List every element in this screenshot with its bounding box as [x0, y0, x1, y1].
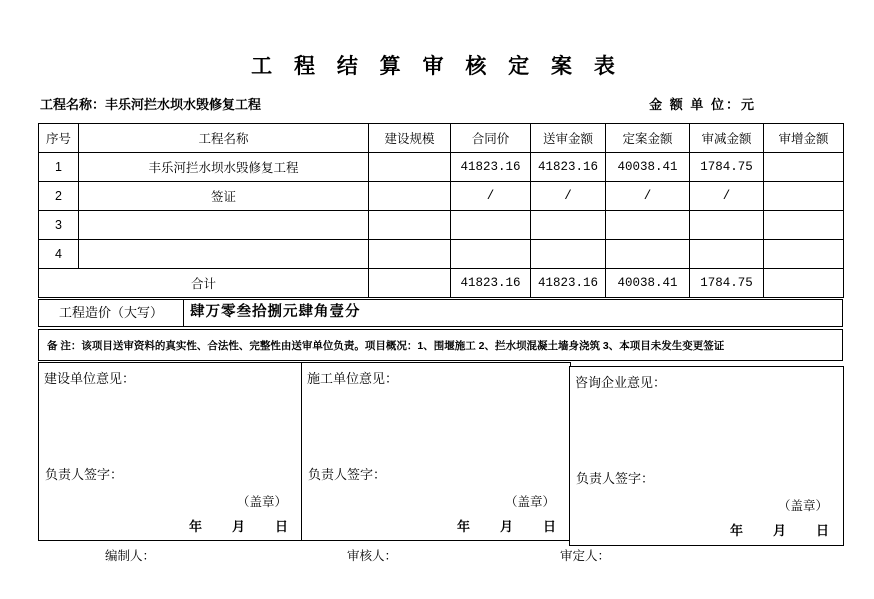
col-header-project-name: 工程名称	[79, 124, 369, 153]
opinion-title: 施工单位意见：	[307, 371, 399, 386]
opinion-box-construction-unit	[38, 362, 303, 541]
cell-no: 4	[39, 240, 79, 269]
opinion-box-contractor-unit	[301, 362, 571, 541]
document-subheader	[40, 94, 756, 113]
cell-submitted-amount: /	[531, 182, 606, 211]
approver-label: 审定人：	[560, 549, 611, 563]
year-label: 年	[729, 523, 743, 538]
total-row	[39, 269, 844, 298]
seal-label: （盖章）	[504, 495, 555, 509]
page-title: 工 程 结 算 审 核 定 案 表	[251, 55, 623, 78]
col-header-submitted-amount: 送审金额	[531, 124, 606, 153]
cell-reduced-amount: 1784.75	[690, 153, 764, 182]
cell-submitted-amount: 41823.16	[531, 153, 606, 182]
total-scale	[369, 269, 451, 298]
cell-contract-price: 41823.16	[451, 153, 531, 182]
cell-finalized-amount	[606, 240, 690, 269]
signer-label: 负责人签字：	[308, 467, 387, 482]
cost-in-words-row	[38, 299, 843, 327]
col-header-increased-amount: 审增金额	[764, 124, 844, 153]
cell-scale	[369, 182, 451, 211]
cell-submitted-amount	[531, 240, 606, 269]
opinions-section	[38, 362, 843, 548]
preparer-label: 编制人：	[105, 549, 156, 563]
seal-label: （盖章）	[777, 499, 828, 513]
table-row	[39, 182, 844, 211]
total-finalized-amount: 40038.41	[606, 269, 690, 298]
reviewer-label: 审核人：	[347, 549, 398, 563]
cell-no: 2	[39, 182, 79, 211]
seal-label: （盖章）	[236, 495, 287, 509]
month-label: 月	[231, 519, 245, 534]
total-reduced-amount: 1784.75	[690, 269, 764, 298]
remarks-row	[38, 329, 843, 361]
date-labels	[189, 516, 288, 535]
cell-finalized-amount: 40038.41	[606, 153, 690, 182]
cell-increased-amount	[764, 153, 844, 182]
col-header-finalized-amount: 定案金额	[606, 124, 690, 153]
table-row	[39, 240, 844, 269]
total-increased-amount	[764, 269, 844, 298]
year-label: 年	[456, 519, 470, 534]
cell-scale	[369, 240, 451, 269]
remarks-text: 备 注：该项目送审资料的真实性、合法性、完整性由送审单位负责。项目概况：1、围堰施工 2、拦水坝混凝土墙身浇筑 3、本项目未发生变更签证	[47, 339, 725, 352]
table-row	[39, 211, 844, 240]
cell-no: 1	[39, 153, 79, 182]
settlement-table	[38, 123, 844, 298]
col-header-scale: 建设规模	[369, 124, 451, 153]
cost-in-words-value: 肆万零叁拾捌元肆角壹分	[190, 304, 361, 320]
day-label: 日	[542, 519, 556, 534]
cell-reduced-amount	[690, 211, 764, 240]
day-label: 日	[815, 523, 829, 538]
cell-submitted-amount	[531, 211, 606, 240]
col-header-reduced-amount: 审减金额	[690, 124, 764, 153]
col-header-no: 序号	[39, 124, 79, 153]
table-header-row	[39, 124, 844, 153]
project-name-label: 工程名称：丰乐河拦水坝水毁修复工程	[40, 97, 262, 112]
date-labels	[457, 516, 556, 535]
signer-label: 负责人签字：	[576, 471, 655, 486]
date-labels	[730, 520, 829, 539]
cell-scale	[369, 211, 451, 240]
day-label: 日	[274, 519, 288, 534]
amount-unit-label: 金 额 单 位：元	[649, 97, 756, 112]
opinion-title: 咨询企业意见：	[575, 375, 667, 390]
cell-project-name	[79, 240, 369, 269]
month-label: 月	[772, 523, 786, 538]
cell-contract-price	[451, 211, 531, 240]
year-label: 年	[188, 519, 202, 534]
cell-finalized-amount	[606, 211, 690, 240]
cell-reduced-amount	[690, 240, 764, 269]
cell-project-name: 签证	[79, 182, 369, 211]
total-submitted-amount: 41823.16	[531, 269, 606, 298]
col-header-contract-price: 合同价	[451, 124, 531, 153]
total-contract-price: 41823.16	[451, 269, 531, 298]
cell-contract-price: /	[451, 182, 531, 211]
opinion-box-consulting-firm	[569, 366, 844, 546]
signer-label: 负责人签字：	[45, 467, 124, 482]
cost-in-words-label: 工程造价（大写）	[39, 300, 184, 326]
cell-no: 3	[39, 211, 79, 240]
cell-contract-price	[451, 240, 531, 269]
cell-scale	[369, 153, 451, 182]
cell-increased-amount	[764, 182, 844, 211]
month-label: 月	[499, 519, 513, 534]
cell-increased-amount	[764, 211, 844, 240]
opinion-title: 建设单位意见：	[44, 371, 136, 386]
cell-reduced-amount: /	[690, 182, 764, 211]
table-row	[39, 153, 844, 182]
cell-increased-amount	[764, 240, 844, 269]
cell-project-name	[79, 211, 369, 240]
cell-finalized-amount: /	[606, 182, 690, 211]
total-label: 合计	[39, 269, 369, 298]
cell-project-name: 丰乐河拦水坝水毁修复工程	[79, 153, 369, 182]
